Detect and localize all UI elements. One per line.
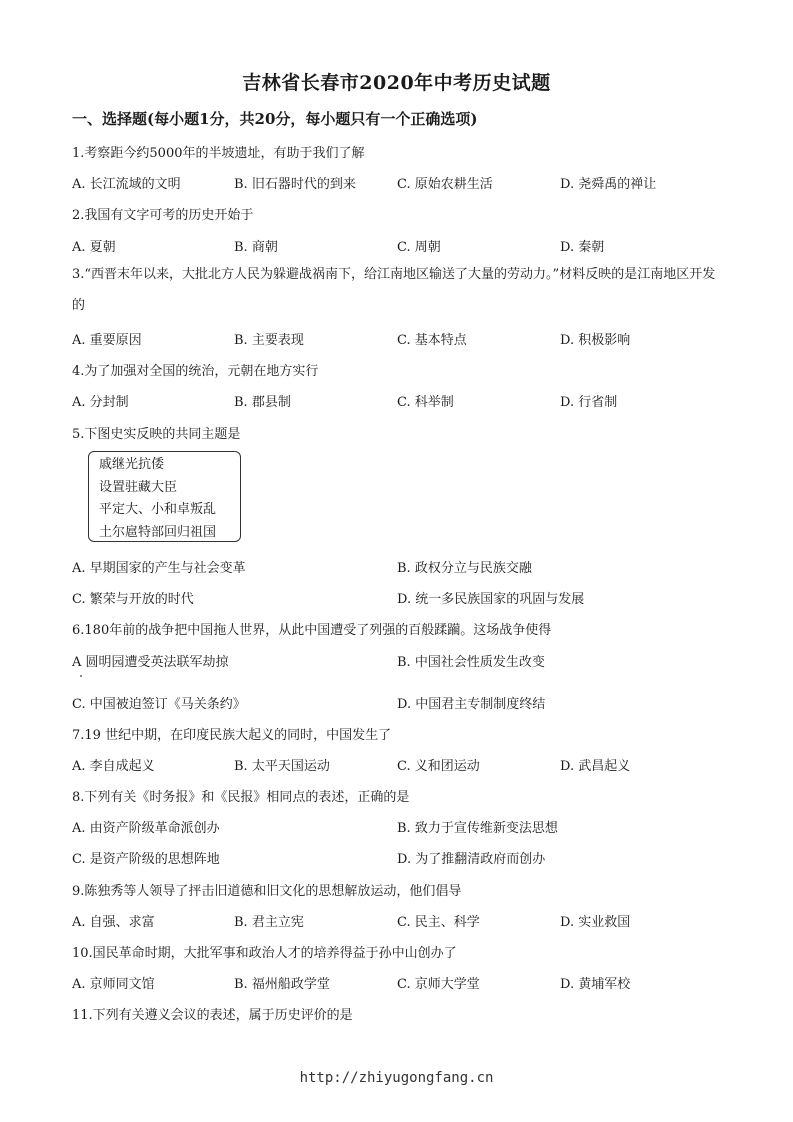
q3-option-b: B. 主要表现 [234,333,304,348]
q9-option-c: C. 民主、科学 [397,915,480,930]
question-stem-9: 9.陈独秀等人领导了抨击旧道德和旧文化的思想解放运动，他们倡导 [72,884,462,899]
q9-option-d: D. 实业救国 [560,915,631,930]
question-stem-3: 3.“西晋末年以来，大批北方人民为躲避战祸南下，给江南地区输送了大量的劳动力。”材料反映的是江南地区开发的 [72,267,716,313]
question-stem-4: 4.为了加强对全国的统治，元朝在地方实行 [72,364,319,379]
q1-option-b: B. 旧石器时代的到来 [234,177,356,192]
q6-option-a: A 圆明园遭受英法联军劫掠 [72,655,229,670]
question-stem-5: 5.下图史实反映的共同主题是 [72,427,241,442]
q4-option-d: D. 行省制 [560,395,618,410]
q5-option-d: D. 统一多民族国家的巩固与发展 [397,592,585,607]
question-stem-7: 7.19 世纪中期，在印度民族大起义的同时，中国发生了 [72,728,392,743]
material-item: 戚继光抗倭 [99,457,165,472]
q5-option-c: C. 繁荣与开放的时代 [72,592,194,607]
q8-option-c: C. 是资产阶级的思想阵地 [72,852,220,867]
q2-option-c: C. 周朝 [397,240,441,255]
q5-option-b: B. 政权分立与民族交融 [397,561,532,576]
q5-option-a: A. 早期国家的产生与社会变革 [72,561,246,576]
q6-option-b: B. 中国社会性质发生改变 [397,655,545,670]
section-heading: 一、选择题(每小题1分，共20分，每小题只有一个正确选项) [72,110,478,128]
page-title: 吉林省长春市2020年中考历史试题 [242,72,551,94]
q1-option-d: D. 尧舜禹的禅让 [560,177,657,192]
q2-option-b: B. 商朝 [234,240,278,255]
q3-option-a: A. 重要原因 [72,333,142,348]
q3-option-c: C. 基本特点 [397,333,467,348]
q10-option-c: C. 京师大学堂 [397,977,480,992]
q4-option-b: B. 郡县制 [234,395,291,410]
q9-option-b: B. 君主立宪 [234,915,304,930]
q4-option-a: A. 分封制 [72,395,129,410]
q7-option-d: D. 武昌起义 [560,759,631,774]
q8-option-a: A. 由资产阶级革命派创办 [72,821,220,836]
question-stem-10: 10.国民革命时期，大批军事和政治人才的培养得益于孙中山创办了 [72,946,457,961]
q7-option-a: A. 李自成起义 [72,759,155,774]
q10-option-d: D. 黄埔军校 [560,977,631,992]
q8-option-d: D. 为了推翻清政府而创办 [397,852,546,867]
q6-option-d: D. 中国君主专制制度终结 [397,697,546,712]
footer-url: http://zhiyugongfang.cn [299,1070,494,1086]
q1-option-c: C. 原始农耕生活 [397,177,493,192]
q2-option-a: A. 夏朝 [72,240,116,255]
q1-option-a: A. 长江流域的文明 [72,177,181,192]
q7-option-b: B. 太平天国运动 [234,759,330,774]
q10-option-a: A. 京师同文馆 [72,977,155,992]
q9-option-a: A. 自强、求富 [72,915,155,930]
q6-option-c: C. 中国被迫签订《马关条约》 [72,697,246,712]
question-stem-8: 8.下列有关《时务报》和《民报》相同点的表述，正确的是 [72,790,410,805]
q3-option-d: D. 积极影响 [560,333,631,348]
q8-option-b: B. 致力于宣传维新变法思想 [397,821,558,836]
question-stem-6: 6.180年前的战争把中国拖人世界，从此中国遭受了列强的百般蹂躏。这场战争使得 [72,623,552,638]
question-stem-1: 1.考察距今约5000年的半坡遗址，有助于我们了解 [72,146,365,161]
material-item: 平定大、小和卓叛乱 [99,502,217,517]
material-item: 设置驻藏大臣 [99,479,178,495]
q7-option-c: C. 义和团运动 [397,759,480,774]
material-item: 土尔扈特部回归祖国 [99,524,217,540]
q4-option-c: C. 科举制 [397,395,454,410]
q2-option-d: D. 秦朝 [560,240,605,255]
question-stem-11: 11.下列有关遵义会议的表述，属于历史评价的是 [72,1008,353,1023]
materials-box [88,451,241,542]
stray-mark [80,675,82,677]
question-stem-2: 2.我国有文字可考的历史开始于 [72,208,254,223]
q10-option-b: B. 福州船政学堂 [234,977,330,992]
